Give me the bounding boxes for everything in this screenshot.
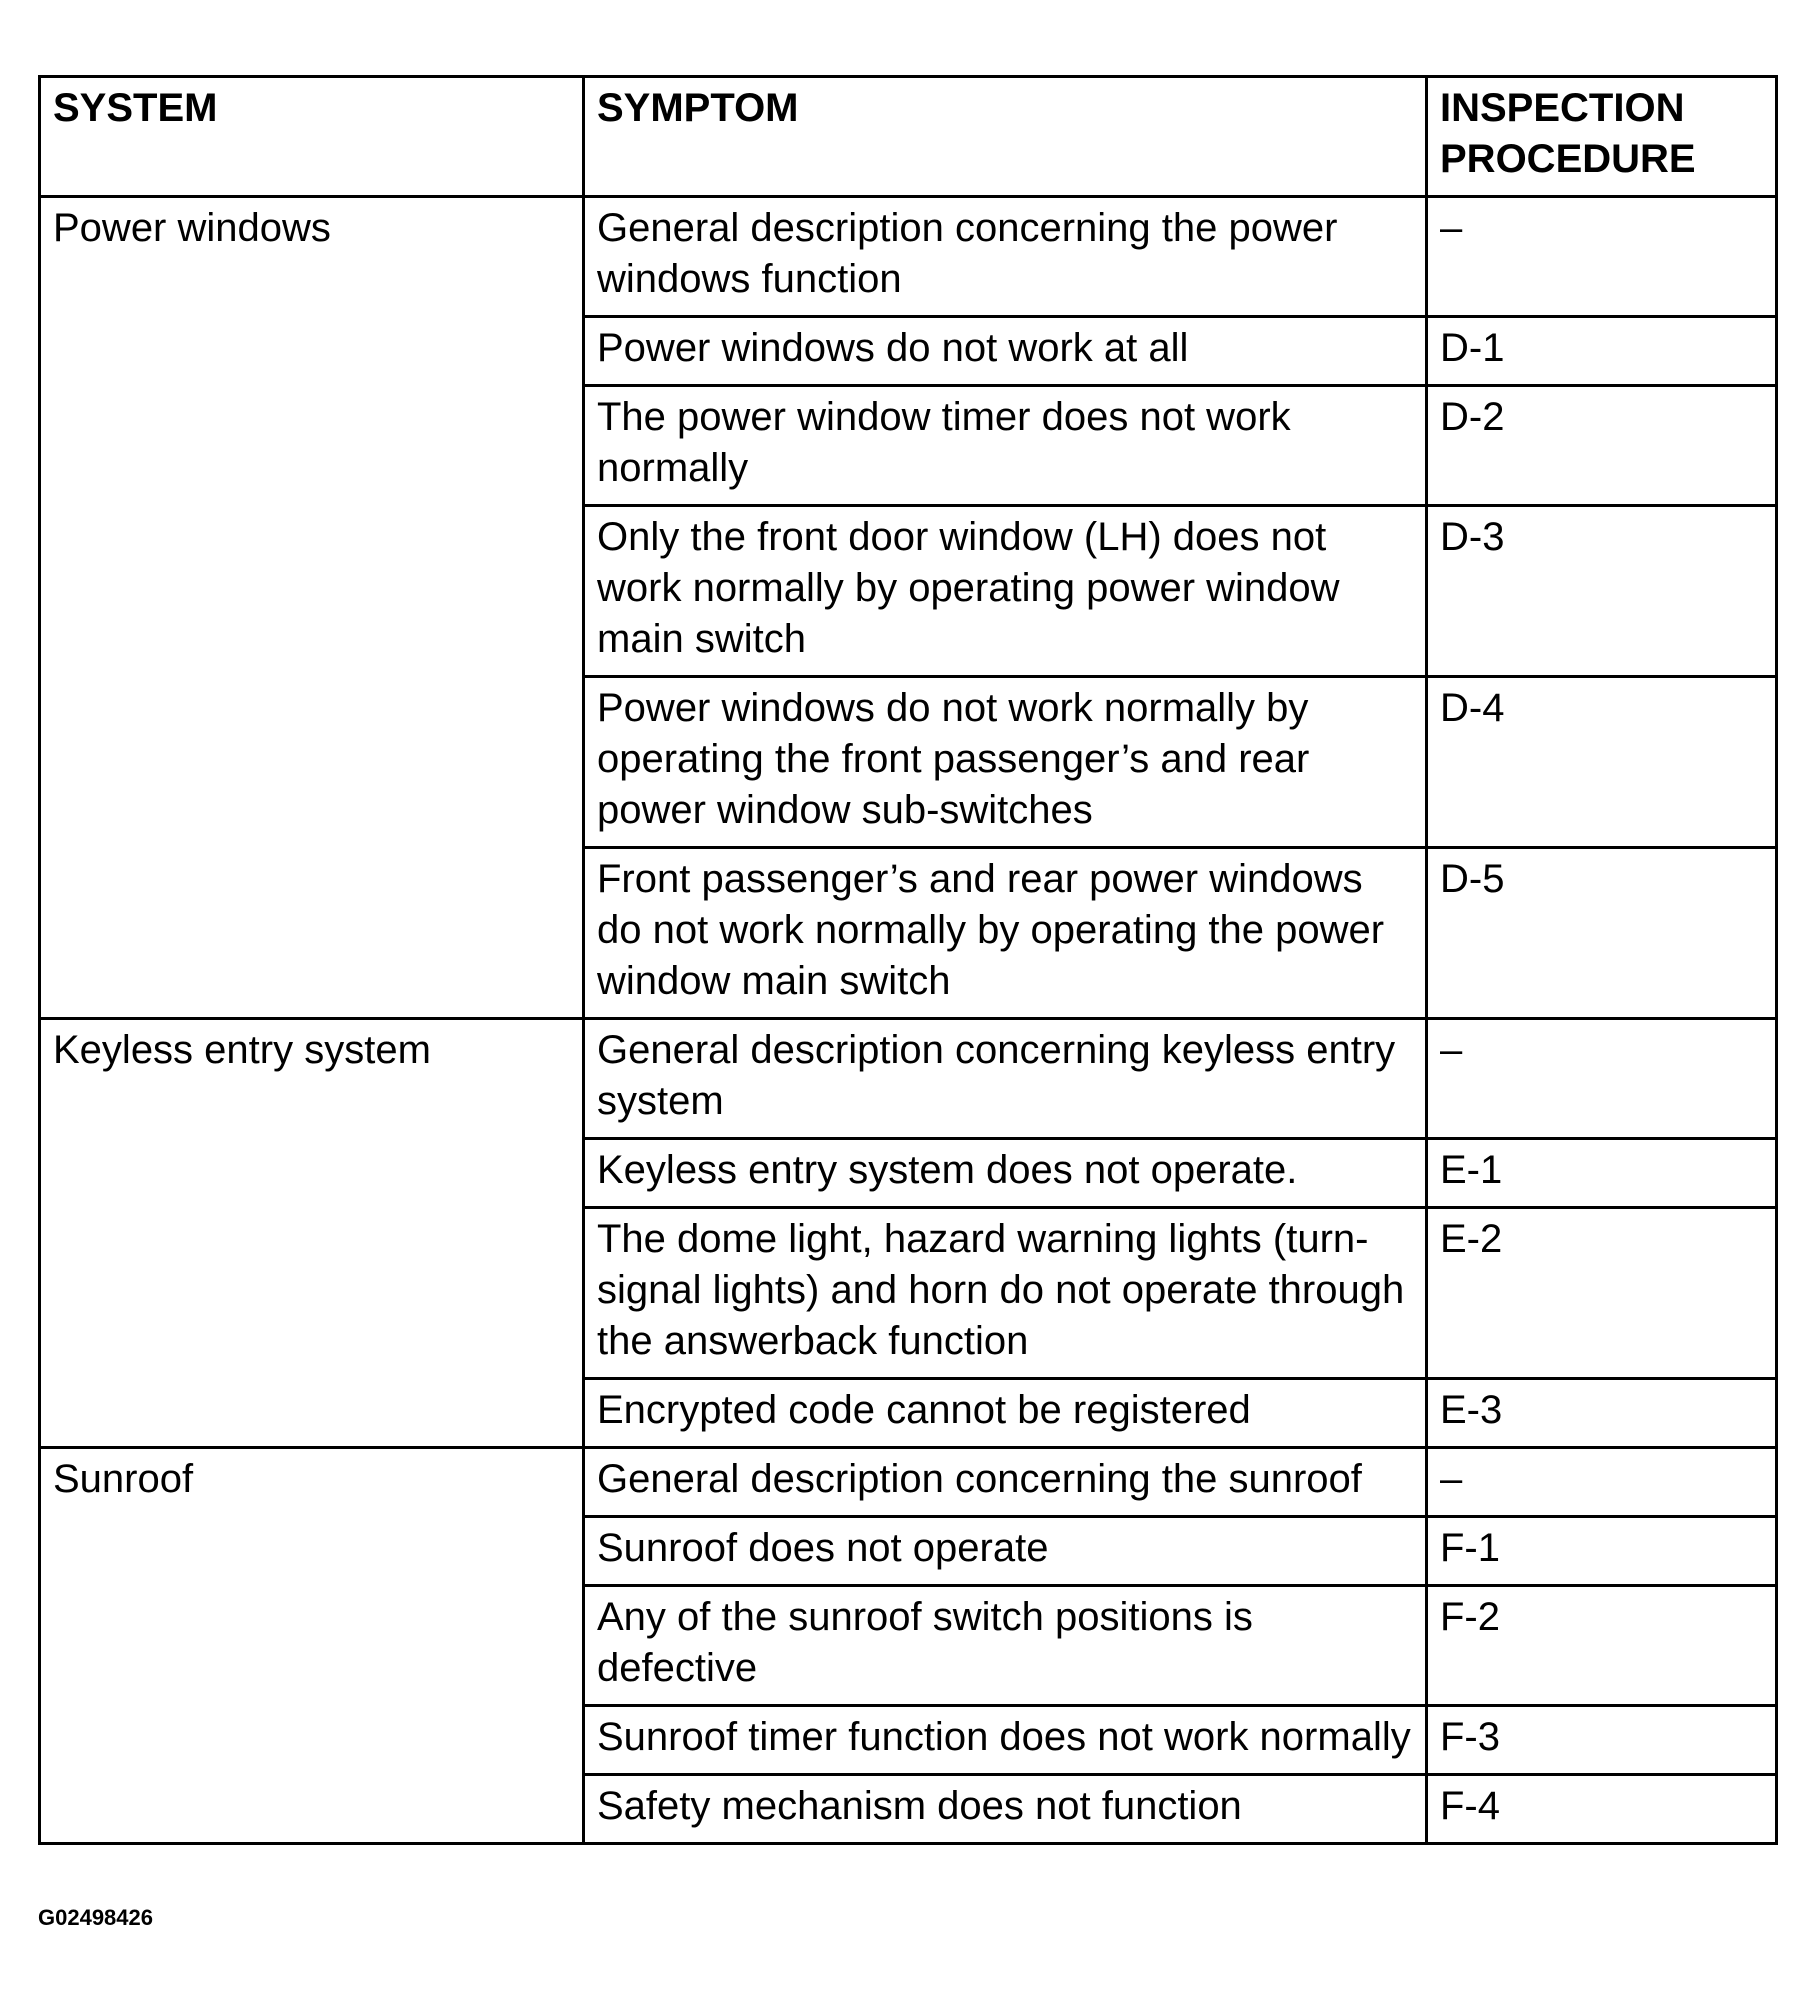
symptom-cell: Power windows do not work normally by operating the front passenger’s and rear power window sub-switches — [584, 677, 1427, 848]
symptom-cell: Only the front door window (LH) does not work normally by operating power window main switch — [584, 506, 1427, 677]
table-row — [40, 1448, 1777, 1517]
procedure-cell: D-2 — [1427, 386, 1777, 506]
symptom-cell: The power window timer does not work normally — [584, 386, 1427, 506]
inspection-table — [38, 75, 1778, 1845]
procedure-cell: D-4 — [1427, 677, 1777, 848]
symptom-cell: Sunroof does not operate — [584, 1517, 1427, 1586]
procedure-cell: D-5 — [1427, 848, 1777, 1019]
procedure-cell: – — [1427, 1448, 1777, 1517]
header-procedure: INSPECTION PROCEDURE — [1427, 77, 1777, 197]
procedure-cell: F-2 — [1427, 1586, 1777, 1706]
symptom-cell: The dome light, hazard warning lights (turn-signal lights) and horn do not operate through the answerback function — [584, 1208, 1427, 1379]
symptom-cell: General description concerning keyless entry system — [584, 1019, 1427, 1139]
symptom-cell: Any of the sunroof switch positions is defective — [584, 1586, 1427, 1706]
procedure-cell: – — [1427, 1019, 1777, 1139]
table-row — [40, 197, 1777, 317]
header-symptom: SYMPTOM — [584, 77, 1427, 197]
procedure-cell: – — [1427, 197, 1777, 317]
header-system: SYSTEM — [40, 77, 584, 197]
procedure-cell: F-1 — [1427, 1517, 1777, 1586]
symptom-cell: Front passenger’s and rear power windows do not work normally by operating the power window main switch — [584, 848, 1427, 1019]
table-row — [40, 1019, 1777, 1139]
procedure-cell: F-4 — [1427, 1775, 1777, 1844]
symptom-cell: Safety mechanism does not function — [584, 1775, 1427, 1844]
figure-id-caption: G02498426 — [38, 1905, 153, 1930]
header-row — [40, 77, 1777, 197]
system-cell-keyless-entry: Keyless entry system — [40, 1019, 584, 1448]
procedure-cell: E-3 — [1427, 1379, 1777, 1448]
symptom-cell: General description concerning the sunroof — [584, 1448, 1427, 1517]
symptom-cell: Keyless entry system does not operate. — [584, 1139, 1427, 1208]
procedure-cell: E-2 — [1427, 1208, 1777, 1379]
symptom-cell: General description concerning the power windows function — [584, 197, 1427, 317]
system-cell-sunroof: Sunroof — [40, 1448, 584, 1844]
system-cell-power-windows: Power windows — [40, 197, 584, 1019]
symptom-cell: Encrypted code cannot be registered — [584, 1379, 1427, 1448]
procedure-cell: F-3 — [1427, 1706, 1777, 1775]
procedure-cell: D-1 — [1427, 317, 1777, 386]
symptom-cell: Sunroof timer function does not work normally — [584, 1706, 1427, 1775]
procedure-cell: E-1 — [1427, 1139, 1777, 1208]
symptom-cell: Power windows do not work at all — [584, 317, 1427, 386]
procedure-cell: D-3 — [1427, 506, 1777, 677]
